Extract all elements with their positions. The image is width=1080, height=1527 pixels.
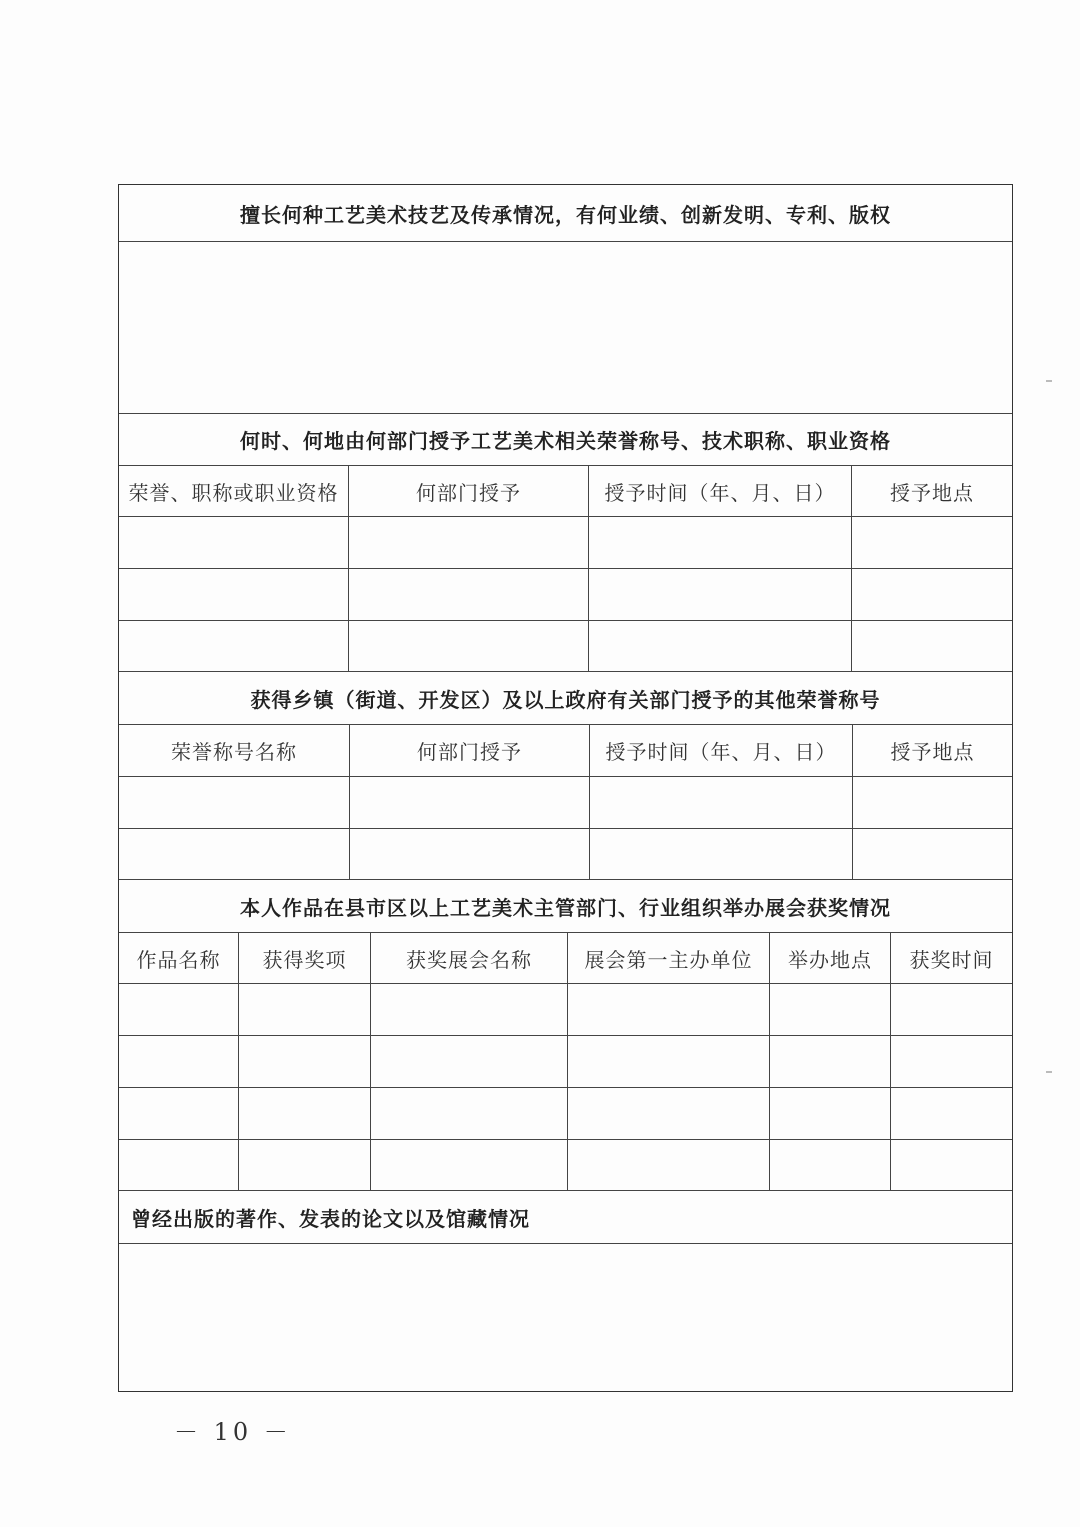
col-header-department: 何部门授予 (350, 725, 590, 776)
table-cell[interactable] (770, 1140, 891, 1190)
table-cell[interactable] (239, 1140, 371, 1190)
table-cell[interactable] (119, 1036, 239, 1087)
table-cell[interactable] (350, 777, 590, 828)
honors-table-header (119, 466, 1012, 517)
table-cell[interactable] (852, 569, 1012, 620)
table-cell[interactable] (568, 1088, 770, 1139)
table-cell[interactable] (371, 1088, 568, 1139)
col-header-work-name: 作品名称 (119, 933, 239, 983)
section-header-skills (119, 185, 1012, 242)
section-title-awards: 本人作品在县市区以上工艺美术主管部门、行业组织举办展会获奖情况 (240, 895, 891, 920)
col-header-award-date: 获奖时间 (909, 947, 994, 972)
section-header-publications (119, 1191, 1012, 1244)
skills-blank-area[interactable] (119, 242, 1012, 414)
section-title-other-honors: 获得乡镇（街道、开发区）及以上政府有关部门授予的其他荣誉称号 (250, 687, 881, 712)
publications-blank-area[interactable] (119, 1244, 1012, 1391)
page-number: － 10 － (174, 1418, 292, 1446)
col-header-location: 授予地点 (890, 480, 974, 505)
table-cell[interactable] (589, 621, 852, 671)
table-row (119, 517, 1012, 569)
table-cell[interactable] (891, 984, 1012, 1035)
table-cell[interactable] (589, 569, 852, 620)
table-cell[interactable] (119, 1088, 239, 1139)
section-header-awards (119, 880, 1012, 933)
table-cell[interactable] (852, 621, 1012, 671)
table-cell[interactable] (590, 829, 853, 879)
table-row (119, 569, 1012, 621)
table-cell[interactable] (589, 517, 852, 568)
table-row (119, 829, 1012, 880)
table-cell[interactable] (891, 1088, 1012, 1139)
table-cell[interactable] (119, 621, 349, 671)
table-cell[interactable] (119, 777, 350, 828)
table-cell[interactable] (770, 1088, 891, 1139)
col-header-department: 何部门授予 (349, 466, 589, 516)
col-header-organizer: 展会第一主办单位 (568, 933, 770, 983)
table-cell[interactable] (119, 984, 239, 1035)
table-cell[interactable] (119, 1140, 239, 1190)
col-header-exhibition: 获奖展会名称 (371, 933, 568, 983)
table-cell[interactable] (568, 1036, 770, 1087)
table-cell[interactable] (770, 1036, 891, 1087)
table-cell[interactable] (853, 829, 1012, 879)
col-header-date: 授予时间（年、月、日） (589, 466, 852, 516)
table-cell[interactable] (119, 569, 349, 620)
col-header-honor-name: 荣誉称号名称 (119, 725, 350, 776)
table-cell[interactable] (239, 1088, 371, 1139)
col-header-title: 荣誉、职称或职业资格 (119, 466, 349, 516)
table-cell[interactable] (853, 777, 1012, 828)
table-row (119, 1036, 1012, 1088)
table-row (119, 777, 1012, 829)
awards-table-header (119, 933, 1012, 984)
table-cell[interactable] (371, 1036, 568, 1087)
col-header-award: 获得奖项 (239, 933, 371, 983)
table-cell[interactable] (350, 829, 590, 879)
application-form-table (118, 184, 1013, 1392)
table-cell[interactable] (891, 1036, 1012, 1087)
table-cell[interactable] (568, 1140, 770, 1190)
table-cell[interactable] (119, 517, 349, 568)
table-cell[interactable] (770, 984, 891, 1035)
table-cell[interactable] (349, 621, 589, 671)
table-cell[interactable] (590, 777, 853, 828)
col-header-venue: 举办地点 (770, 933, 891, 983)
table-cell[interactable] (568, 984, 770, 1035)
section-title-skills: 擅长何种工艺美术技艺及传承情况，有何业绩、创新发明、专利、版权 (240, 202, 891, 227)
table-cell[interactable] (349, 569, 589, 620)
other-honors-table-header (119, 725, 1012, 777)
section-title-publications: 曾经出版的著作、发表的论文以及馆藏情况 (131, 1206, 530, 1231)
section-header-other-honors (119, 672, 1012, 725)
table-cell[interactable] (239, 984, 371, 1035)
table-cell[interactable] (852, 517, 1012, 568)
section-title-honors: 何时、何地由何部门授予工艺美术相关荣誉称号、技术职称、职业资格 (240, 429, 891, 453)
table-cell[interactable] (891, 1140, 1012, 1190)
table-cell[interactable] (119, 829, 350, 879)
col-header-location: 授予地点 (890, 740, 975, 764)
col-header-date: 授予时间（年、月、日） (590, 725, 853, 776)
table-cell[interactable] (239, 1036, 371, 1087)
table-row (119, 1088, 1012, 1140)
section-header-honors (119, 414, 1012, 466)
table-row (119, 1140, 1012, 1191)
table-row (119, 621, 1012, 672)
table-cell[interactable] (349, 517, 589, 568)
table-cell[interactable] (371, 984, 568, 1035)
scan-speck (1046, 1071, 1052, 1073)
table-row (119, 984, 1012, 1036)
scan-speck (1046, 380, 1052, 382)
table-cell[interactable] (371, 1140, 568, 1190)
